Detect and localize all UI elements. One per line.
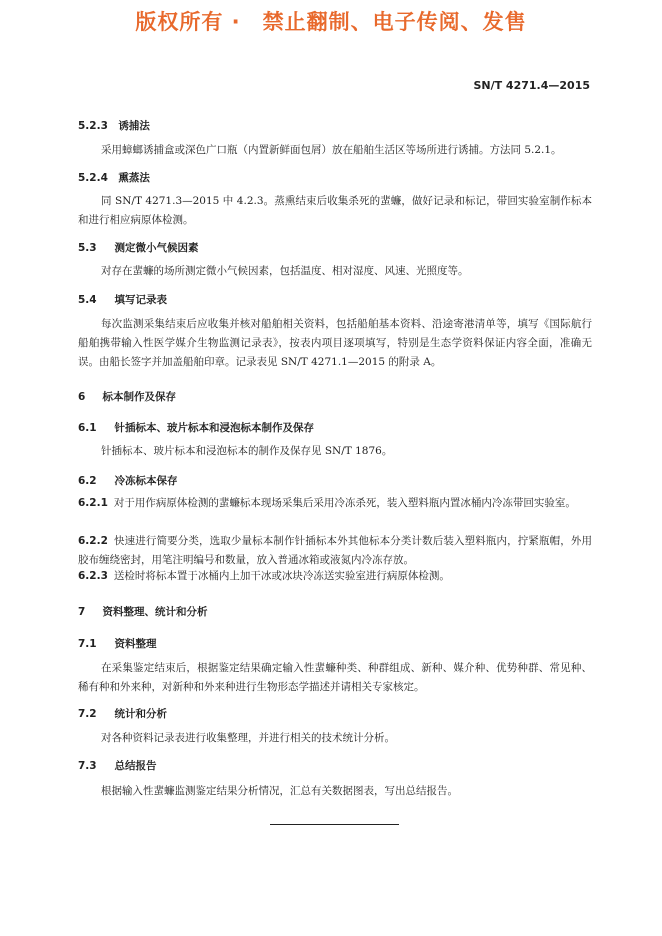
paragraph-5-3: 对存在蜚蠊的场所测定微小气候因素，包括温度、相对湿度、风速、光照度等。 <box>101 265 469 277</box>
heading-7-1: 7.1 资料整理 <box>78 638 157 650</box>
heading-6: 6 标本制作及保存 <box>78 391 176 403</box>
heading-5-2-4: 5.2.4 熏蒸法 <box>78 172 150 184</box>
heading-7-3: 7.3 总结报告 <box>78 760 157 772</box>
heading-5-4: 5.4 填写记录表 <box>78 294 167 306</box>
paragraph-5-2-4: 同 SN/T 4271.3—2015 中 4.2.3。蒸熏结束后收集杀死的蜚蠊，做好记录和标记，带回实验室制作标本和进行相应病原体检测。 <box>78 195 592 226</box>
standard-number: SN/T 4271.4—2015 <box>473 79 590 92</box>
heading-6-1: 6.1 针插标本、玻片标本和浸泡标本制作及保存 <box>78 422 314 434</box>
paragraph-7-2: 对各种资料记录表进行收集整理，并进行相关的技术统计分析。 <box>101 732 395 744</box>
paragraph-7-1: 在采集鉴定结束后，根据鉴定结果确定输入性蜚蠊种类、种群组成、新种、媒介种、优势种群、常见种、稀有种和外来种，对新种和外来种进行生物形态学描述并请相关专家核定。 <box>78 662 592 693</box>
end-of-document-line <box>270 824 399 825</box>
paragraph-7-3: 根据输入性蜚蠊监测鉴定结果分析情况，汇总有关数据图表，写出总结报告。 <box>101 785 458 797</box>
paragraph-6-2-3: 6.2.3 送检时将标本置于冰桶内上加干冰或冰块冷冻送实验室进行病原体检测。 <box>78 570 450 582</box>
paragraph-5-2-3: 采用蟑螂诱捕盒或深色广口瓶（内置新鲜面包屑）放在船舶生活区等场所进行诱捕。方法同 5.2.1。 <box>101 144 562 156</box>
paragraph-6-1: 针插标本、玻片标本和浸泡标本的制作及保存见 SN/T 1876。 <box>101 445 393 457</box>
paragraph-6-2-2: 6.2.2 快速进行简要分类，选取少量标本制作针插标本外其他标本分类计数后装入塑料瓶内，拧紧瓶帽，外用胶布缠绕密封，用笔注明编号和数量，放入普通冰箱或液氮内冷冻存放。 <box>78 535 592 566</box>
paragraph-5-4: 每次监测采集结束后应收集并核对船舶相关资料，包括船舶基本资料、沿途寄港清单等，填写《国际航行船舶携带输入性医学媒介生物监测记录表》，按表内项目逐项填写，特别是生态学资料保证内容全面，准确无误。由船长签字并加盖船舶印章。记录表见 SN/T 4271.1—2015 的附录 A。 <box>78 318 592 368</box>
heading-5-2-3: 5.2.3 诱捕法 <box>78 120 150 132</box>
paragraph-6-2-1: 6.2.1 对于用作病原体检测的蜚蠊标本现场采集后采用冷冻杀死，装入塑料瓶内置冰桶内冷冻带回实验室。 <box>78 497 576 509</box>
heading-6-2: 6.2 冷冻标本保存 <box>78 475 178 487</box>
copyright-watermark: 版权所有 · 禁止翻制、电子传阅、发售 <box>135 10 527 34</box>
heading-5-3: 5.3 测定微小气候因素 <box>78 242 199 254</box>
heading-7-2: 7.2 统计和分析 <box>78 708 167 720</box>
heading-7: 7 资料整理、统计和分析 <box>78 606 208 618</box>
